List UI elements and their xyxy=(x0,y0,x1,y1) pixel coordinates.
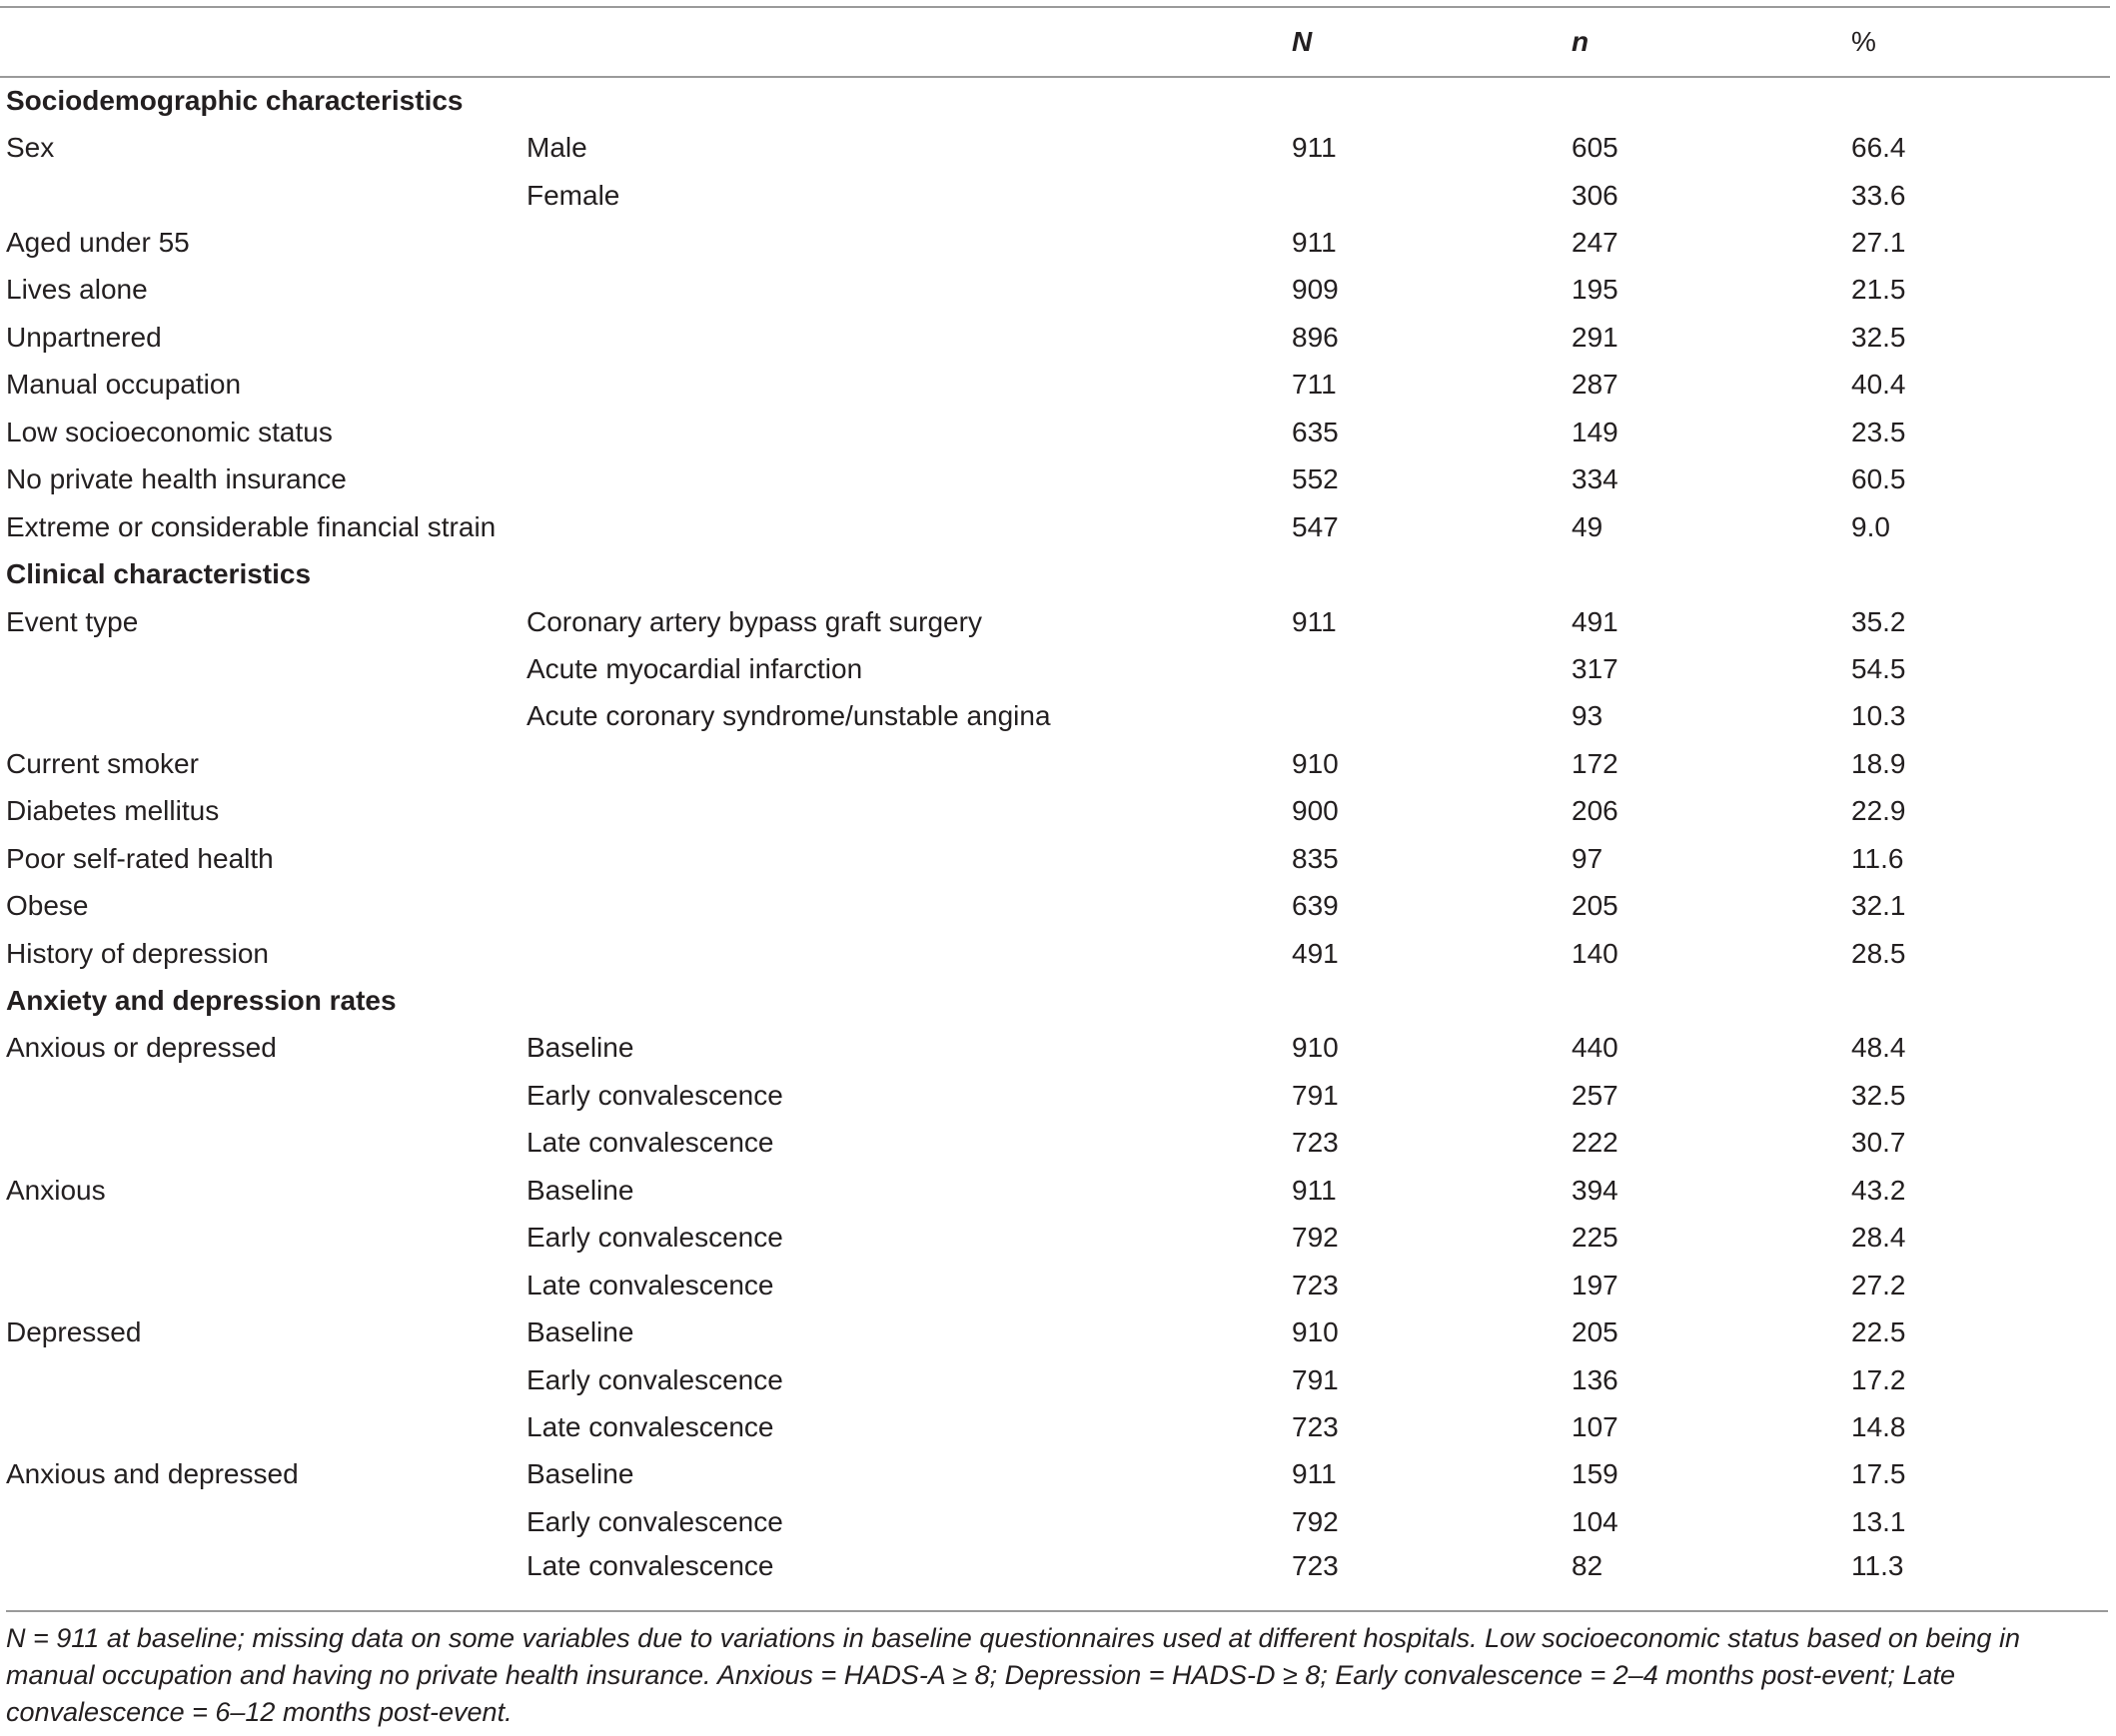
cell-percent: 27.2 xyxy=(1851,1269,1906,1301)
cell-percent: 14.8 xyxy=(1851,1410,1906,1442)
cell-percent: 32.5 xyxy=(1851,1079,1906,1111)
cell-total-N: 835 xyxy=(1292,842,1339,874)
cell-total-N: 911 xyxy=(1292,605,1337,637)
row-sublabel xyxy=(527,409,1292,455)
row-label xyxy=(0,1356,527,1403)
row-label: History of depression xyxy=(6,937,270,969)
header-sublabel-col xyxy=(527,7,1292,77)
cell-percent: 17.2 xyxy=(1851,1363,1906,1395)
row-label xyxy=(0,1546,527,1593)
row-sublabel: Baseline xyxy=(527,1032,634,1064)
cell-percent: 11.3 xyxy=(1851,1550,1904,1582)
table-row xyxy=(0,267,2110,314)
cell-total-N: 639 xyxy=(1292,890,1339,922)
table-row xyxy=(0,219,2110,266)
cell-count-n: 605 xyxy=(1572,132,1618,164)
table-row xyxy=(0,1308,2110,1355)
cell-total-N: 723 xyxy=(1292,1269,1339,1301)
table-row xyxy=(0,1167,2110,1214)
row-sublabel xyxy=(527,930,1292,977)
cell-percent: 23.5 xyxy=(1851,416,1906,447)
row-sublabel xyxy=(527,503,1292,550)
section-heading: Anxiety and depression rates xyxy=(6,985,397,1017)
row-label: Obese xyxy=(6,890,89,922)
cell-percent: 32.5 xyxy=(1851,321,1906,353)
row-label: Unpartnered xyxy=(6,321,162,353)
row-label: Poor self-rated health xyxy=(6,842,274,874)
cell-percent: 43.2 xyxy=(1851,1174,1906,1206)
characteristics-table xyxy=(0,6,2110,1593)
cell-count-n: 93 xyxy=(1572,700,1603,732)
table-footnote: N = 911 at baseline; missing data on some variables due to variations in baseline questionnaires used at different hospitals. Low socioeconomic status based on being in manual occupation and having no private health insurance. Anxious = HADS-A ≥ 8; Depression = HADS-D ≥ 8; Early convalescence = 2–4 months post-event; Late convalescence = 6–12 months post-event. xyxy=(6,1610,2108,1731)
cell-count-n: 49 xyxy=(1572,510,1603,542)
cell-percent: 66.4 xyxy=(1851,132,1906,164)
cell-percent: 10.3 xyxy=(1851,700,1906,732)
row-sublabel xyxy=(527,740,1292,787)
section-heading-row xyxy=(0,77,2110,124)
row-sublabel: Early convalescence xyxy=(527,1222,783,1254)
cell-percent: 35.2 xyxy=(1851,605,1906,637)
row-sublabel: Baseline xyxy=(527,1174,634,1206)
cell-percent: 22.5 xyxy=(1851,1316,1906,1348)
cell-count-n: 172 xyxy=(1572,747,1618,779)
row-label: Lives alone xyxy=(6,274,148,306)
row-sublabel: Early convalescence xyxy=(527,1079,783,1111)
cell-total-N: 911 xyxy=(1292,1458,1337,1490)
row-sublabel: Acute coronary syndrome/unstable angina xyxy=(527,700,1051,732)
row-sublabel xyxy=(527,882,1292,929)
table-row xyxy=(0,835,2110,882)
row-sublabel: Late convalescence xyxy=(527,1410,774,1442)
row-label xyxy=(0,645,527,692)
row-label: Anxious xyxy=(6,1174,106,1206)
table-row xyxy=(0,314,2110,361)
cell-count-n: 136 xyxy=(1572,1363,1618,1395)
cell-percent: 28.5 xyxy=(1851,937,1906,969)
cell-total-N: 711 xyxy=(1292,369,1337,401)
cell-total-N: 723 xyxy=(1292,1410,1339,1442)
cell-total-N xyxy=(1292,693,1572,740)
row-label: Current smoker xyxy=(6,747,199,779)
row-label: Low socioeconomic status xyxy=(6,416,333,447)
row-sublabel: Male xyxy=(527,132,587,164)
cell-total-N: 792 xyxy=(1292,1222,1339,1254)
cell-count-n: 491 xyxy=(1572,605,1618,637)
header-percent: % xyxy=(1851,7,2110,77)
cell-total-N: 552 xyxy=(1292,463,1339,495)
header-count-n: n xyxy=(1572,7,1851,77)
row-sublabel xyxy=(527,314,1292,361)
cell-count-n: 140 xyxy=(1572,937,1618,969)
row-sublabel: Baseline xyxy=(527,1316,634,1348)
cell-count-n: 197 xyxy=(1572,1269,1618,1301)
table-row xyxy=(0,1025,2110,1072)
cell-percent: 27.1 xyxy=(1851,227,1906,259)
cell-total-N: 911 xyxy=(1292,227,1337,259)
cell-total-N xyxy=(1292,645,1572,692)
cell-total-N: 910 xyxy=(1292,1032,1339,1064)
cell-total-N: 791 xyxy=(1292,1363,1339,1395)
row-label: Extreme or considerable financial strain xyxy=(6,510,497,542)
row-sublabel: Baseline xyxy=(527,1458,634,1490)
cell-percent: 48.4 xyxy=(1851,1032,1906,1064)
row-label xyxy=(0,1120,527,1167)
row-label: No private health insurance xyxy=(6,463,347,495)
row-label xyxy=(0,693,527,740)
cell-total-N: 491 xyxy=(1292,937,1339,969)
table-header-row xyxy=(0,7,2110,77)
row-sublabel xyxy=(527,456,1292,503)
cell-percent: 17.5 xyxy=(1851,1458,1906,1490)
row-label: Event type xyxy=(6,605,139,637)
cell-total-N: 910 xyxy=(1292,747,1339,779)
row-label: Aged under 55 xyxy=(6,227,190,259)
section-heading: Clinical characteristics xyxy=(6,558,312,590)
table-row xyxy=(0,645,2110,692)
cell-count-n: 104 xyxy=(1572,1505,1618,1537)
table-row xyxy=(0,598,2110,645)
row-sublabel: Late convalescence xyxy=(527,1550,774,1582)
cell-count-n: 317 xyxy=(1572,652,1618,684)
cell-total-N: 791 xyxy=(1292,1079,1339,1111)
cell-count-n: 257 xyxy=(1572,1079,1618,1111)
cell-percent: 9.0 xyxy=(1851,510,1890,542)
row-sublabel: Acute myocardial infarction xyxy=(527,652,863,684)
cell-percent: 32.1 xyxy=(1851,890,1906,922)
cell-count-n: 334 xyxy=(1572,463,1618,495)
table-row xyxy=(0,1072,2110,1119)
row-label xyxy=(0,1072,527,1119)
cell-percent: 54.5 xyxy=(1851,652,1906,684)
row-label: Depressed xyxy=(6,1316,142,1348)
row-label: Diabetes mellitus xyxy=(6,795,220,827)
table-row xyxy=(0,1262,2110,1308)
cell-total-N: 910 xyxy=(1292,1316,1339,1348)
row-label: Anxious or depressed xyxy=(6,1032,277,1064)
table-row xyxy=(0,1403,2110,1450)
table-row xyxy=(0,124,2110,171)
cell-count-n: 107 xyxy=(1572,1410,1618,1442)
row-label: Manual occupation xyxy=(6,369,242,401)
cell-total-N: 911 xyxy=(1292,132,1337,164)
row-label xyxy=(0,1215,527,1262)
table-row xyxy=(0,788,2110,835)
table-row xyxy=(0,1120,2110,1167)
table-row xyxy=(0,362,2110,409)
cell-count-n: 149 xyxy=(1572,416,1618,447)
row-sublabel xyxy=(527,788,1292,835)
cell-count-n: 306 xyxy=(1572,179,1618,211)
table-row xyxy=(0,1451,2110,1498)
cell-percent: 11.6 xyxy=(1851,842,1904,874)
cell-total-N: 635 xyxy=(1292,416,1339,447)
table-row xyxy=(0,503,2110,550)
cell-count-n: 394 xyxy=(1572,1174,1618,1206)
cell-count-n: 440 xyxy=(1572,1032,1618,1064)
cell-total-N: 911 xyxy=(1292,1174,1337,1206)
row-sublabel: Late convalescence xyxy=(527,1127,774,1159)
cell-total-N: 900 xyxy=(1292,795,1339,827)
cell-total-N: 723 xyxy=(1292,1127,1339,1159)
cell-count-n: 97 xyxy=(1572,842,1603,874)
row-sublabel: Coronary artery bypass graft surgery xyxy=(527,605,982,637)
cell-count-n: 206 xyxy=(1572,795,1618,827)
row-label xyxy=(0,1403,527,1450)
row-sublabel xyxy=(527,267,1292,314)
cell-total-N: 723 xyxy=(1292,1550,1339,1582)
row-sublabel: Early convalescence xyxy=(527,1505,783,1537)
table-row xyxy=(0,1215,2110,1262)
row-sublabel: Late convalescence xyxy=(527,1269,774,1301)
cell-count-n: 205 xyxy=(1572,890,1618,922)
cell-count-n: 82 xyxy=(1572,1550,1603,1582)
cell-count-n: 205 xyxy=(1572,1316,1618,1348)
header-label-col xyxy=(0,7,527,77)
row-label: Sex xyxy=(6,132,55,164)
cell-total-N: 547 xyxy=(1292,510,1339,542)
cell-percent: 60.5 xyxy=(1851,463,1906,495)
row-sublabel: Early convalescence xyxy=(527,1363,783,1395)
cell-percent: 33.6 xyxy=(1851,179,1906,211)
cell-percent: 13.1 xyxy=(1851,1505,1906,1537)
section-heading-row xyxy=(0,550,2110,597)
cell-percent: 21.5 xyxy=(1851,274,1906,306)
cell-count-n: 225 xyxy=(1572,1222,1618,1254)
cell-percent: 28.4 xyxy=(1851,1222,1906,1254)
table-row xyxy=(0,740,2110,787)
cell-count-n: 222 xyxy=(1572,1127,1618,1159)
cell-total-N xyxy=(1292,172,1572,219)
row-sublabel xyxy=(527,219,1292,266)
table-row xyxy=(0,456,2110,503)
table-row xyxy=(0,930,2110,977)
cell-percent: 40.4 xyxy=(1851,369,1906,401)
table-row xyxy=(0,882,2110,929)
table-body xyxy=(0,77,2110,1593)
cell-total-N: 896 xyxy=(1292,321,1339,353)
row-label xyxy=(0,1262,527,1308)
cell-percent: 18.9 xyxy=(1851,747,1906,779)
row-sublabel xyxy=(527,362,1292,409)
cell-percent: 30.7 xyxy=(1851,1127,1906,1159)
section-heading-row xyxy=(0,977,2110,1024)
row-sublabel xyxy=(527,835,1292,882)
section-heading: Sociodemographic characteristics xyxy=(6,85,464,117)
cell-count-n: 287 xyxy=(1572,369,1618,401)
table-row xyxy=(0,409,2110,455)
row-label: Anxious and depressed xyxy=(6,1458,299,1490)
cell-total-N: 792 xyxy=(1292,1505,1339,1537)
row-sublabel: Female xyxy=(527,179,620,211)
table-row xyxy=(0,1498,2110,1545)
cell-count-n: 291 xyxy=(1572,321,1618,353)
table-row xyxy=(0,1356,2110,1403)
cell-count-n: 159 xyxy=(1572,1458,1618,1490)
table-row xyxy=(0,693,2110,740)
header-total-N: N xyxy=(1292,7,1572,77)
table-row xyxy=(0,1546,2110,1593)
row-label xyxy=(0,1498,527,1545)
table-row xyxy=(0,172,2110,219)
cell-total-N: 909 xyxy=(1292,274,1339,306)
cell-percent: 22.9 xyxy=(1851,795,1906,827)
row-label xyxy=(0,172,527,219)
cell-count-n: 247 xyxy=(1572,227,1618,259)
cell-count-n: 195 xyxy=(1572,274,1618,306)
